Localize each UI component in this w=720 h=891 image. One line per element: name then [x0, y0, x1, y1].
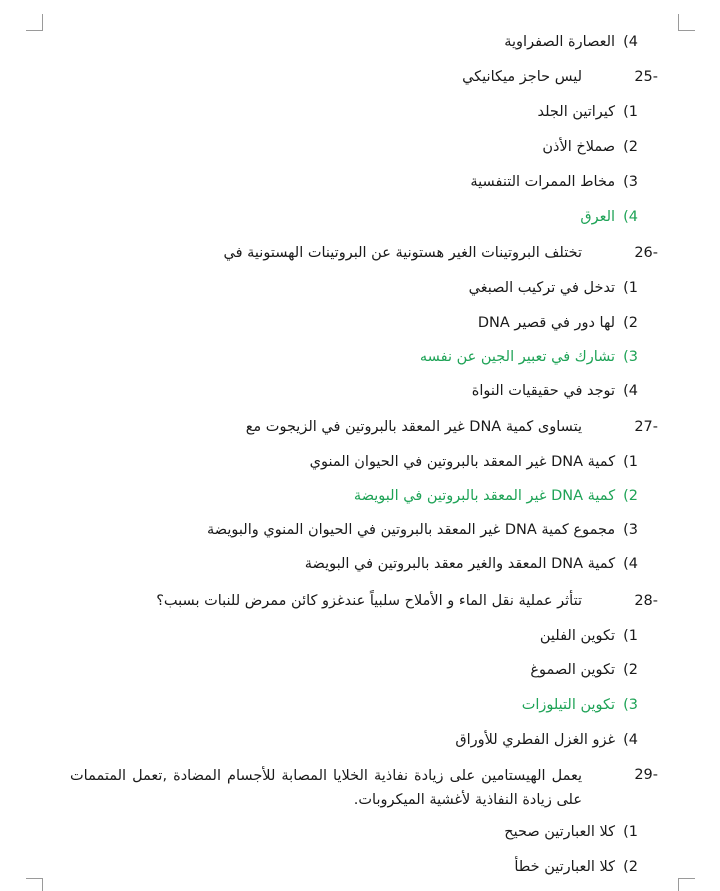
option-number: 2) [623, 859, 638, 875]
option-number: 4) [623, 209, 638, 225]
option-number: 1) [623, 824, 638, 840]
answer-option [472, 380, 638, 402]
crop-mark-top-left [26, 14, 43, 31]
option-text: صملاخ الأذن [542, 139, 616, 155]
correct-answer-option [420, 346, 638, 368]
option-text: توجد في حقيقيات النواة [471, 383, 616, 399]
question-text: يتساوى كمية DNA غير المعقد بالبروتين في الزيجوت مع [245, 419, 582, 435]
question-number: -28 [634, 593, 658, 609]
option-text: كلا العبارتين صحيح [504, 824, 616, 840]
question-text: تختلف البروتينات الغير هستونية عن البروتينات الهستونية في [223, 245, 582, 261]
option-number: 4) [623, 732, 638, 748]
question-text: تتأثر عملية نقل الماء و الأملاح سلبياً عندغزو كائن ممرض للنبات بسبب؟ [156, 593, 582, 609]
option-number: 2) [623, 315, 638, 331]
answer-option [310, 451, 638, 473]
option-number: 4) [623, 556, 638, 572]
option-text: تدخل في تركيب الصبغي [468, 280, 616, 296]
option-number: 4) [623, 383, 638, 399]
option-text: كيراتين الجلد [537, 104, 616, 120]
option-text: كمية DNA المعقد والغير معقد بالبروتين في البويضة [304, 556, 616, 572]
question-number: -29 [634, 767, 658, 783]
answer-option [207, 519, 638, 541]
correct-answer-option [580, 206, 638, 228]
option-number: 1) [623, 454, 638, 470]
option-text: العرق [580, 209, 616, 225]
answer-option [514, 856, 638, 878]
option-text: تكوين التيلوزات [521, 697, 616, 713]
answer-option [470, 171, 638, 193]
answer-option [530, 659, 638, 681]
option-number: 3) [623, 697, 638, 713]
option-text: مجموع كمية DNA غير المعقد بالبروتين في الحيوان المنوي والبويضة [207, 522, 616, 538]
option-number: 2) [623, 488, 638, 504]
option-number: 3) [623, 174, 638, 190]
option-text: تكوين الفلين [539, 628, 616, 644]
option-number: 2) [623, 139, 638, 155]
option-text: كمية DNA غير المعقد بالبروتين في البويضة [353, 488, 616, 504]
question-number: -25 [634, 69, 658, 85]
answer-option [538, 101, 639, 123]
answer-option [305, 553, 638, 575]
option-text: غزو الغزل الفطري للأوراق [455, 732, 616, 748]
option-number: 2) [623, 662, 638, 678]
option-number: 3) [623, 522, 638, 538]
option-number: 1) [623, 628, 638, 644]
answer-option [504, 31, 638, 53]
correct-answer-option [354, 485, 638, 507]
option-text: العصارة الصفراوية [504, 34, 616, 50]
correct-answer-option [522, 694, 638, 716]
answer-option [455, 729, 638, 751]
option-number: 1) [623, 280, 638, 296]
option-text: كلا العبارتين خطأ [514, 859, 616, 875]
option-number: 3) [623, 349, 638, 365]
option-text: تشارك في تعبير الجين عن نفسه [419, 349, 616, 365]
option-text: مخاط الممرات التنفسية [470, 174, 616, 190]
crop-mark-bottom-left [26, 878, 43, 891]
option-text: كمية DNA غير المعقد بالبروتين في الحيوان المنوي [309, 454, 616, 470]
question-text: ليس حاجز ميكانيكي [462, 69, 582, 85]
question-number: -26 [634, 245, 658, 261]
answer-option [542, 136, 638, 158]
option-text: تكوين الصموغ [530, 662, 616, 678]
answer-option [469, 277, 638, 299]
question-text: يعمل الهيستامين على زيادة نفاذية الخلايا المصابة للأجسام المضادة ,تعمل المتممات على زيادة النفاذية لأغشية الميكروبات. [70, 768, 582, 808]
option-text: لها دور في قصير DNA [477, 315, 616, 331]
option-number: 4) [623, 34, 638, 50]
crop-mark-top-right [678, 14, 695, 31]
question-number: -27 [634, 419, 658, 435]
answer-option [478, 312, 638, 334]
answer-option [504, 821, 638, 843]
crop-mark-bottom-right [678, 878, 695, 891]
option-number: 1) [623, 104, 638, 120]
answer-option [540, 625, 638, 647]
question-29 [70, 764, 658, 814]
